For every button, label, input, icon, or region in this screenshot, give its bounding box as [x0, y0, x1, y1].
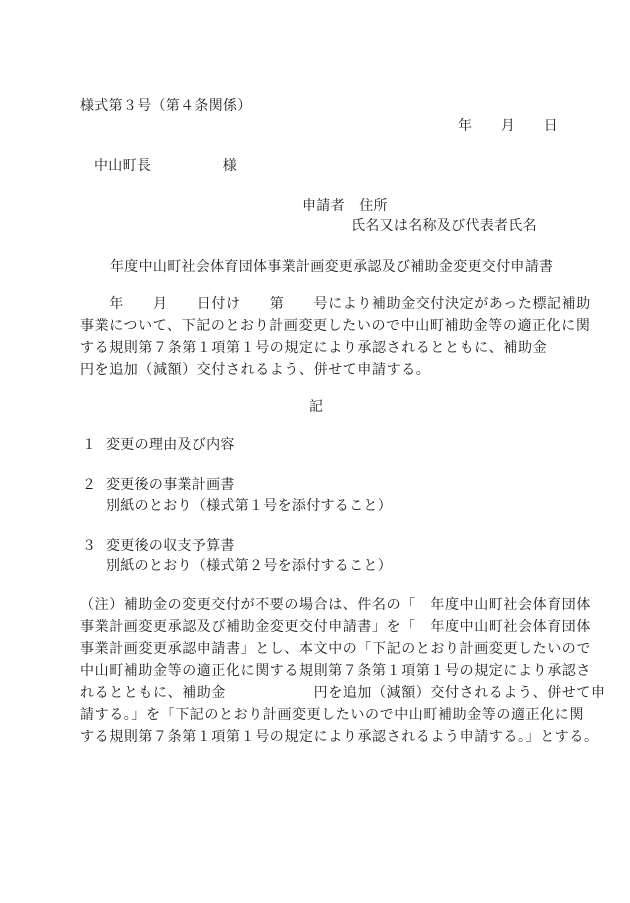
- addressee: 中山町長 様: [94, 158, 237, 174]
- note-line: れるとともに、補助金 円を追加（減額）交付されるよう、併せて申: [80, 685, 606, 701]
- body-paragraph: [80, 293, 591, 381]
- note-line: 請する。」を「下記のとおり計画変更したいので中山町補助金等の適正化に関: [80, 707, 584, 723]
- body-line: 事業について、下記のとおり計画変更したいので中山町補助金等の適正化に関: [80, 318, 591, 334]
- note-line: （注）補助金の変更交付が不要の場合は、件名の「 年度中山町社会体育団体: [80, 597, 591, 613]
- item-2-number: ２: [82, 477, 97, 493]
- note-line: する規則第７条第１項第１号の規定により承認されるよう申請する。」とする。: [80, 729, 599, 745]
- item-1-number: １: [82, 437, 97, 453]
- item-2-heading: 変更後の事業計画書: [106, 477, 235, 493]
- body-line: する規則第７条第１項第１号の規定により承認されるとともに、補助金: [80, 340, 548, 356]
- applicant-name-label: 氏名又は名称及び代表者氏名: [351, 218, 537, 234]
- note-line: 事業計画変更承認及び補助金変更交付申請書」を「 年度中山町社会体育団体: [80, 619, 591, 635]
- item-3-number: ３: [82, 538, 97, 554]
- item-3-detail: 別紙のとおり（様式第２号を添付すること）: [106, 558, 392, 574]
- date-line: 年 月 日: [458, 118, 559, 134]
- note-paragraph: [80, 594, 606, 748]
- note-line: 事業計画変更承認申請書」とし、本文中の「下記のとおり計画変更したいので: [80, 641, 591, 657]
- ki-heading: 記: [309, 399, 324, 415]
- item-2-detail: 別紙のとおり（様式第１号を添付すること）: [106, 498, 392, 514]
- note-line: 中山町補助金等の適正化に関する規則第７条第１項第１号の規定により承認さ: [80, 663, 591, 679]
- form-number: 様式第３号（第４条関係）: [80, 98, 252, 114]
- document-title: 年度中山町社会体育団体事業計画変更承認及び補助金変更交付申請書: [110, 259, 554, 275]
- item-3-heading: 変更後の収支予算書: [106, 538, 235, 554]
- item-1-heading: 変更の理由及び内容: [106, 437, 235, 453]
- body-line: 年 月 日付け 第 号により補助金交付決定があった標記補助: [80, 296, 591, 312]
- body-line: 円を追加（減額）交付されるよう、併せて申請する。: [80, 362, 431, 378]
- applicant-address-label: 申請者 住所: [302, 198, 388, 214]
